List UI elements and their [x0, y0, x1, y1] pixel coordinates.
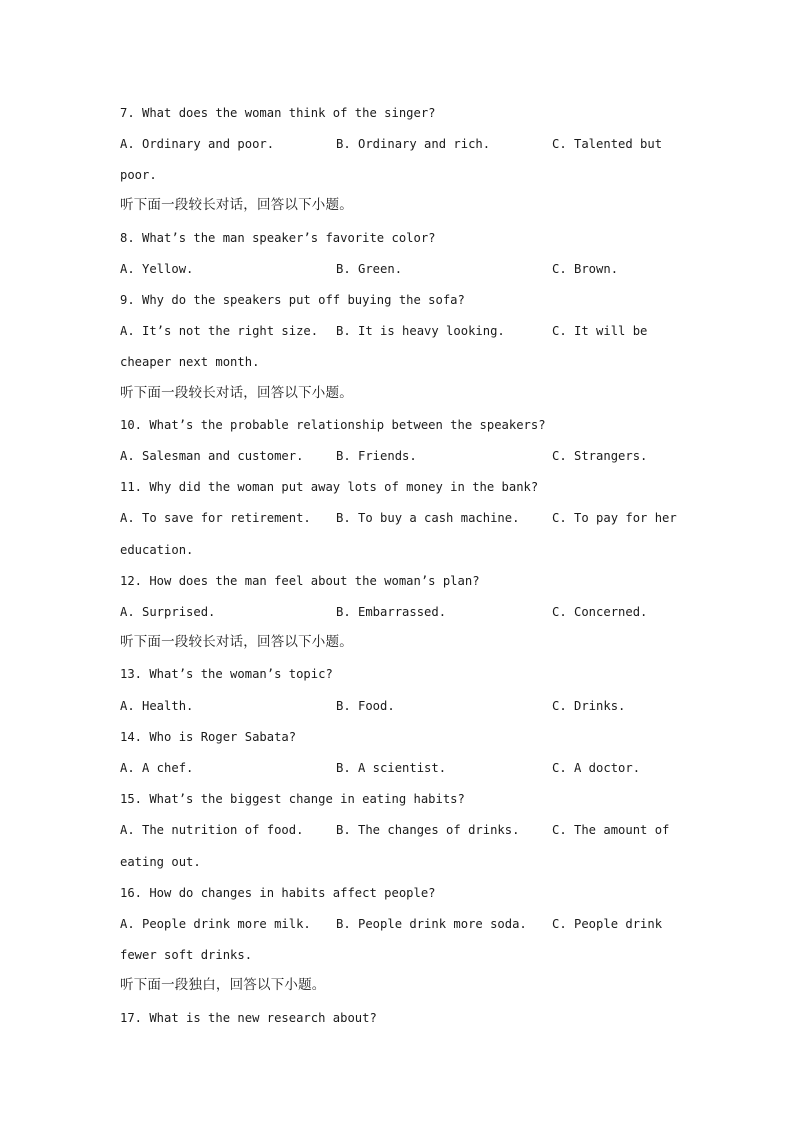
q14-option-c: C. A doctor. [552, 761, 641, 775]
q11-option-a: A. To save for retirement. [120, 511, 311, 525]
question-13: 13. What’s the woman’s topic? [120, 667, 333, 681]
q16-option-a: A. People drink more milk. [120, 917, 311, 931]
section-heading: 听下面一段较长对话，回答以下小题。 [120, 197, 353, 213]
question-15: 15. What’s the biggest change in eating habits? [120, 792, 465, 806]
q14-option-b: B. A scientist. [336, 761, 447, 775]
section-heading: 听下面一段独白，回答以下小题。 [120, 977, 326, 993]
question-10: 10. What’s the probable relationship between the speakers? [120, 418, 546, 432]
question-16: 16. How do changes in habits affect people? [120, 886, 436, 900]
q8-option-a: A. Yellow. [120, 262, 194, 276]
q12-option-b: B. Embarrassed. [336, 605, 447, 619]
question-17: 17. What is the new research about? [120, 1011, 377, 1025]
q13-option-a: A. Health. [120, 699, 194, 713]
q8-option-c: C. Brown. [552, 262, 619, 276]
q7-option-b: B. Ordinary and rich. [336, 137, 491, 151]
q11-option-b: B. To buy a cash machine. [336, 511, 520, 525]
q9-option-c: C. It will be [552, 324, 648, 338]
q12-option-c: C. Concerned. [552, 605, 648, 619]
q16-option-c-continued: fewer soft drinks. [120, 948, 253, 962]
q13-option-b: B. Food. [336, 699, 395, 713]
q15-option-b: B. The changes of drinks. [336, 823, 520, 837]
question-11: 11. Why did the woman put away lots of money in the bank? [120, 480, 539, 494]
q15-option-a: A. The nutrition of food. [120, 823, 304, 837]
q7-option-c: C. Talented but [552, 137, 663, 151]
q14-option-a: A. A chef. [120, 761, 194, 775]
q10-option-a: A. Salesman and customer. [120, 449, 304, 463]
q10-option-b: B. Friends. [336, 449, 417, 463]
q7-option-c-continued: poor. [120, 168, 157, 182]
question-7: 7. What does the woman think of the singer? [120, 106, 436, 120]
q16-option-b: B. People drink more soda. [336, 917, 527, 931]
question-12: 12. How does the man feel about the woman’s plan? [120, 574, 480, 588]
q15-option-c-continued: eating out. [120, 855, 201, 869]
q7-option-a: A. Ordinary and poor. [120, 137, 275, 151]
q9-option-a: A. It’s not the right size. [120, 324, 319, 338]
q16-option-c: C. People drink [552, 917, 663, 931]
section-heading: 听下面一段较长对话，回答以下小题。 [120, 634, 353, 650]
q9-option-c-continued: cheaper next month. [120, 355, 260, 369]
question-9: 9. Why do the speakers put off buying the sofa? [120, 293, 465, 307]
q12-option-a: A. Surprised. [120, 605, 216, 619]
q10-option-c: C. Strangers. [552, 449, 648, 463]
question-8: 8. What’s the man speaker’s favorite color? [120, 231, 436, 245]
q11-option-c-continued: education. [120, 543, 194, 557]
q9-option-b: B. It is heavy looking. [336, 324, 505, 338]
q11-option-c: C. To pay for her [552, 511, 677, 525]
q8-option-b: B. Green. [336, 262, 403, 276]
question-14: 14. Who is Roger Sabata? [120, 730, 297, 744]
q13-option-c: C. Drinks. [552, 699, 626, 713]
q15-option-c: C. The amount of [552, 823, 670, 837]
section-heading: 听下面一段较长对话，回答以下小题。 [120, 385, 353, 401]
